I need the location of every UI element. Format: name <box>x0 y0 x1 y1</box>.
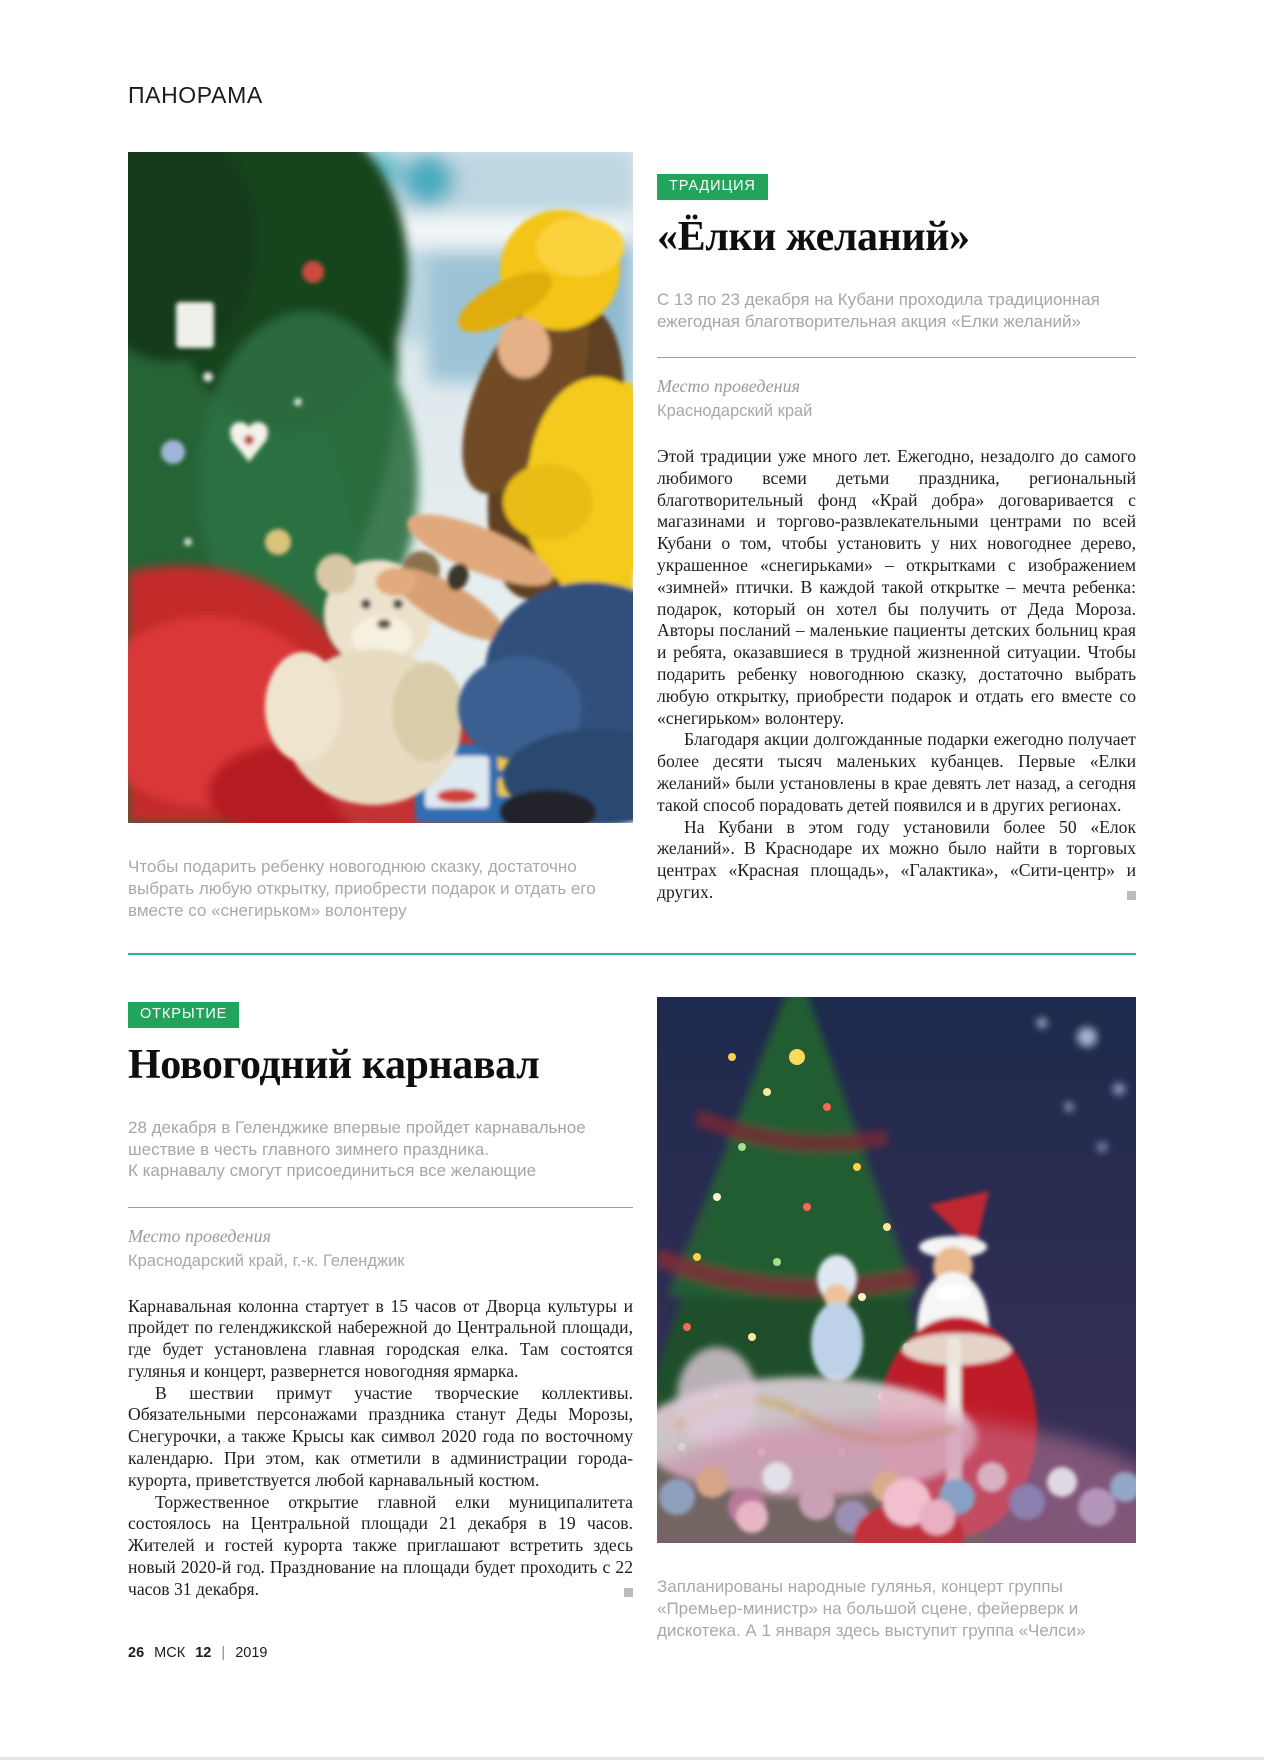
issue-number: 12 <box>195 1645 212 1661</box>
article2-rubric-tag: ОТКРЫТИЕ <box>128 1002 239 1028</box>
article2-lede-line: К карнавалу смогут присоединиться все желающие <box>128 1161 537 1180</box>
article1-photo-column <box>128 152 633 922</box>
article2-last-paragraph-wrap <box>128 1492 633 1601</box>
article2-paragraph: Торжественное открытие главной елки муниципалитета состоялось на Центральной площади 21 декабря в 19 часов. Жителей и гостей курорта также приглашают встретить здесь новый 2020-й год. Празднование на площади будет проходить с 22 часов 31 декабря. <box>128 1491 633 1599</box>
article1-meta-value: Краснодарский край <box>657 402 813 420</box>
wish-tree-photo-illustration <box>128 152 633 823</box>
photo-girl-decorating-wish-tree <box>128 152 633 823</box>
article2-photo-caption: Запланированы народные гулянья, концерт группы «Премьер-министр» на большой сцене, фейерверк и дискотека. А 1 января здесь выступит группа «Челси» <box>657 1577 1086 1640</box>
article1-paragraph: На Кубани в этом году установили более 50 «Елок желаний». В Краснодаре их можно было найти в торговых центрах «Красная площадь», «Галактика», «Сити-центр» и других. <box>657 816 1136 902</box>
article-new-year-carnival <box>128 997 1136 1642</box>
article2-text-column <box>128 997 633 1601</box>
section-divider <box>128 953 1136 955</box>
article1-meta-label: Место проведения <box>657 376 800 396</box>
article2-title: Новогодний карнавал <box>128 1042 540 1088</box>
article1-title: «Ёлки желаний» <box>657 214 970 260</box>
page-footer <box>128 1645 267 1661</box>
article1-last-paragraph-wrap <box>657 817 1136 904</box>
carnival-photo-illustration <box>657 997 1136 1543</box>
article1-paragraph: Благодаря акции долгожданные подарки ежегодно получает более десяти тысяч маленьких кубанцев. Первые «Елки желаний» были установлены в крае девять лет назад, а сегодня такой способ порадовать детей появился и в других регионах. <box>657 729 1136 815</box>
article1-rubric-tag: ТРАДИЦИЯ <box>657 174 768 200</box>
page-content <box>128 0 1136 1642</box>
magazine-name: МСК <box>154 1645 186 1661</box>
article2-lede-line: 28 декабря в Геленджике впервые пройдет карнавальное шествие в честь главного зимнего праздника. <box>128 1118 586 1159</box>
article2-paragraph: Карнавальная колонна стартует в 15 часов от Дворца культуры и пройдет по геленджикской набережной до Центральной площади, где будет установлена главная городская елка. Там состоятся гулянья и концерт, развернется новогодняя ярмарка. <box>128 1295 633 1381</box>
article2-body <box>128 1296 633 1601</box>
article2-photo-column <box>657 997 1136 1642</box>
article2-meta-rule <box>128 1207 633 1208</box>
article1-lede: С 13 по 23 декабря на Кубани проходила традиционная ежегодная благотворительная акция «Елки желаний» <box>657 290 1100 331</box>
article2-lede <box>128 1117 633 1182</box>
end-of-article-marker <box>1127 891 1136 900</box>
article-wish-trees <box>128 152 1136 922</box>
article2-paragraph: В шествии примут участие творческие коллективы. Обязательными персонажами праздника станут Деды Морозы, Снегурочки, а также Крысы как символ 2020 года по восточному календарю. При этом, как отметили в администрации города-курорта, приветствуется любой карнавальный костюм. <box>128 1382 633 1490</box>
article1-text-column <box>657 152 1136 904</box>
issue-year: 2019 <box>235 1645 268 1661</box>
article1-photo-caption: Чтобы подарить ребенку новогоднюю сказку, достаточно выбрать любую открытку, приобрести подарок и отдать его вместе со «снегирьком» волонтеру <box>128 857 596 920</box>
page-number: 26 <box>128 1645 145 1661</box>
section-kicker: ПАНОРАМА <box>128 82 263 108</box>
article1-paragraph: Этой традиции уже много лет. Ежегодно, незадолго до самого любимого всеми детьми праздника, региональный благотворительный фонд «Край добра» договаривается с магазинами и торгово-развлекательными центрами по всей Кубани о том, чтобы установить у них новогоднее дерево, украшенное «снегирьками» – открытками с изображением «зимней» птички. В каждой такой открытке – мечта ребенка: подарок, который он хотел бы получить от Деда Мороза. Авторы посланий – маленькие пациенты детских больниц края и ребята, оказавшиеся в трудной жизненной ситуации. Чтобы подарить ребенку новогоднюю сказку, достаточно выбрать любую открытку, приобрести подарок и отдать его вместе со «снегирьком» волонтеру. <box>657 446 1136 728</box>
end-of-article-marker <box>624 1588 633 1597</box>
article1-body <box>657 446 1136 904</box>
article1-meta-rule <box>657 357 1136 358</box>
article2-meta-value: Краснодарский край, г.-к. Геленджик <box>128 1251 405 1270</box>
photo-carnival-ded-moroz <box>657 997 1136 1543</box>
footer-separator: | <box>221 1645 226 1661</box>
article2-meta-label: Место проведения <box>128 1225 271 1246</box>
